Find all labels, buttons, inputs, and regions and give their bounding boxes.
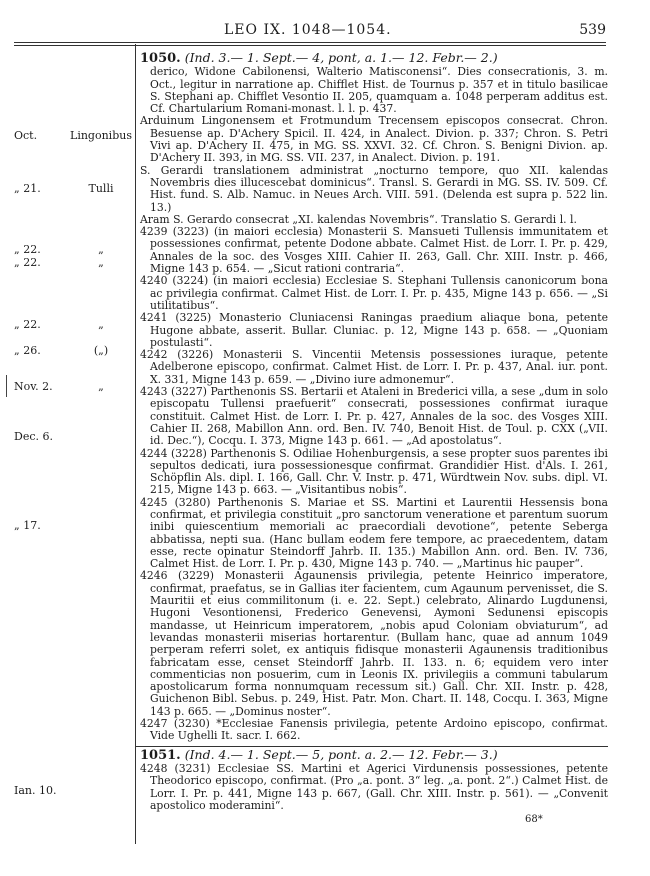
entry: 4242 (3226) Monasterii S. Vincentii Metensis possessiones iuraque, petente Adelberone episcopo, confirmat. Calmet Hist. de Lorr. I. Pr. p. 437, Anal. iur. pont. X. 331, Migne 143 p. 659. — „Divino iure admonemur“.: [140, 348, 608, 386]
signature-mark: 68*: [525, 814, 543, 825]
entry: 4244 (3228) Parthenonis S. Odiliae Hohenburgensis, a sese propter suos parentes ibi sepultos dedicati, iura possessionesque confirmat. Grandidier Hist. d'Als. I. 261, Schöpflin Als. dipl. I. 166, Gall. Chr. V. Instr. p. 471, Würdtwein Nov. subs. dipl. VI. 215, Migne 143 p. 663. — „Visitantibus nobis“.: [140, 446, 608, 497]
entry: Arduinum Lingonensem et Frotmundum Trecensem episcopos consecrat. Chron. Besuense ap. D'Achery Spicil. II. 424, in Analect. Divion. p. 337; Chron. S. Petri Vivi ap. D'Achery II. 475, in MG. SS. XXVI. 32. Cf. Chron. S. Benigni Divion. ap. D'Achery II. 393, in MG. SS. VII. 237, in Analect. Divion. p. 191.: [140, 114, 608, 165]
margin-date: Ian. 10.: [14, 784, 57, 797]
header-rule-double: [14, 45, 606, 46]
entry: Aram S. Gerardo consecrat „XI. kalendas Novembris“. Translatio S. Gerardi l. l.: [140, 212, 577, 226]
margin-place: („): [93, 344, 109, 357]
margin-date: „ 21.: [14, 182, 41, 195]
running-title: LEO IX. 1048—1054.: [224, 22, 392, 38]
header-rule: [14, 42, 606, 43]
section-1050: [140, 52, 608, 812]
entry: 4246 (3229) Monasterii Agaunensis privilegia, petente Heinrico imperatore, confirmat, praefatus, se in Gallias iter facientem, cum Agaunum pervenisset, die S. Mauritii et eius commilitonum (i. e. 22. Sept.) celebrato, Alinardo Lugdunensi, Hugoni Vesontionensi, Frederico Genevensi, Aymoni Sedunensi episcopis mandasse, ut Heinricum imperatorem, „nobis apud Coloniam obviaturum“, ad levandas monasterii miserias hortarentur. (Bullam hanc, quae ad annum 1049 perperam referri solet, ex antiquis fidisque monasterii Agaunensis traditionibus fabricatam esse, censet Steindorff Jahrb. II. 133. n. 6; equidem vero inter commenticias non posuerim, cum in Leonis IX. privilegiis a communi tabularum apostolicarum forma nonnumquam recessum sit.) Gall. Chr. XII. Instr. p. 428, Guichenon Bibl. Sebus. p. 249, Hist. Patr. Mon. Chart. II. 148, Cocqu. I. 363, Migne 143 p. 665. — „Dominus noster“.: [140, 569, 608, 718]
page-number: 539: [579, 22, 606, 38]
entry: 4241 (3225) Monasterio Cluniacensi Raningas praedium aliaque bona, petente Hugone abbate, asserit. Bullar. Cluniac. p. 12, Migne 143 p. 658. — „Quoniam postulasti“.: [140, 311, 608, 349]
entry: 4248 (3231) Ecclesiae SS. Martini et Agerici Virdunensis possessiones, petente Theodorico episcopo, confirmat. (Pro „a. pont. 3“ leg. „a. pont. 2“.) Calmet Hist. de Lorr. I. Pr. p. 441, Migne 143 p. 667, (Gall. Chr. XIII. Instr. p. 561). — „Convenit apostolico moderamini“.: [140, 761, 608, 812]
year-heading: 1051. (Ind. 4.— 1. Sept.— 5, pont. a. 2.— 12. Febr.— 3.): [140, 746, 498, 763]
entry-continuation: derico, Widone Cabilonensi, Walterio Matisconensi“. Dies consecrationis, 3. m. Oct., legitur in narratione ap. Chifflet Hist. de Tournus p. 357 et in titulo basilicae S. Stephani ap. Chifflet Vesontio II. 205, quamquam a. 1048 perperam additus est. Cf. Chartularium Romani-monast. l. l. p. 437.: [150, 65, 608, 116]
year-heading: 1050. (Ind. 3.— 1. Sept.— 4, pont, a. 1.— 12. Febr.— 2.): [140, 50, 498, 66]
margin-date: Nov. 2.: [14, 380, 53, 393]
entry: 4243 (3227) Parthenonis SS. Bertarii et Ataleni in Brederici villa, a sese „dum in solo episcopatu Tullensi praefuerit“ consecrati, possessiones confirmat iuraque constituit. Calmet Hist. de Lorr. I. Pr. p. 427, Annales de la soc. des Vosges XIII. Cahier II. 268, Mabillon Ann. ord. Ben. IV. 740, Benoit Hist. de Toul. p. CXX („VII. id. Dec.“), Cocqu. I. 373, Migne 143 p. 661. — „Ad apostolatus“.: [140, 385, 608, 448]
entry: 4245 (3280) Parthenonis S. Mariae et SS. Martini et Laurentii Hessensis bona confirmat, et privilegia constituit „pro sanctorum veneratione et parentum suorum inibi quiescentium memoriali ac praecordiali devotione“, petente Seberga abbatissa, nepti sua. (Hanc bullam eodem fere tempore, ac praecedentem, datam esse, recte opinatur Steindorff Jahrb. II. 135.) Mabillon Ann. ord. Ben. IV. 736, Calmet Hist. de Lorr. I. Pr. p. 430, Migne 143 p. 740. — „Martinus hic pauper“.: [140, 495, 608, 571]
entry: 4239 (3223) (in maiori ecclesia) Monasterii S. Mansueti Tullensis immunitatem et possessiones confirmat, petente Dodone abbate. Calmet Hist. de Lorr. I. Pr. p. 429, Annales de la soc. des Vosges XIII. Cahier II. 263, Gall. Chr. XIII. Instr. p. 466, Migne 143 p. 654. — „Sicut rationi contraria“.: [140, 225, 608, 276]
margin-place: Lingonibus: [70, 129, 132, 142]
margin-place: Tulli: [88, 182, 114, 195]
margin-date: Oct.: [14, 129, 38, 142]
entry: S. Gerardi translationem administrat „nocturno tempore, quo XII. kalendas Novembris dies illucescebat dominicus“. Transl. S. Gerardi in MG. SS. IV. 509. Cf. Hist. fund. S. Alb. Namuc. in Neues Arch. VIII. 591. (Delenda est supra p. 522 lin. 13.): [140, 163, 608, 214]
margin-date: Dec. 6.: [14, 430, 53, 443]
entry: 4240 (3224) (in maiori ecclesia) Ecclesiae S. Stephani Tullensis canonicorum bona ac privilegia confirmat. Calmet Hist. de Lorr. I. Pr. p. 435, Migne 143 p. 656. — „Si utilitatibus“.: [140, 274, 608, 312]
margin-date: „ 22.: [14, 256, 41, 269]
margin-mark: [6, 375, 7, 397]
page-header: [14, 22, 606, 40]
margin-place: „: [98, 380, 104, 393]
margin-date: „ 26.: [14, 344, 41, 357]
margin-date: „ 22.: [14, 318, 41, 331]
margin-date: „ 22.: [14, 243, 41, 256]
margin-date: „ 17.: [14, 519, 41, 532]
column-divider: [135, 44, 136, 844]
margin-place: „: [98, 318, 104, 331]
margin-place: „: [98, 256, 104, 269]
margin-place: „: [98, 243, 104, 256]
entry: 4247 (3230) *Ecclesiae Fanensis privilegia, petente Ardoino episcopo, confirmat. Vide Ughelli It. sacr. I. 662.: [140, 717, 608, 743]
